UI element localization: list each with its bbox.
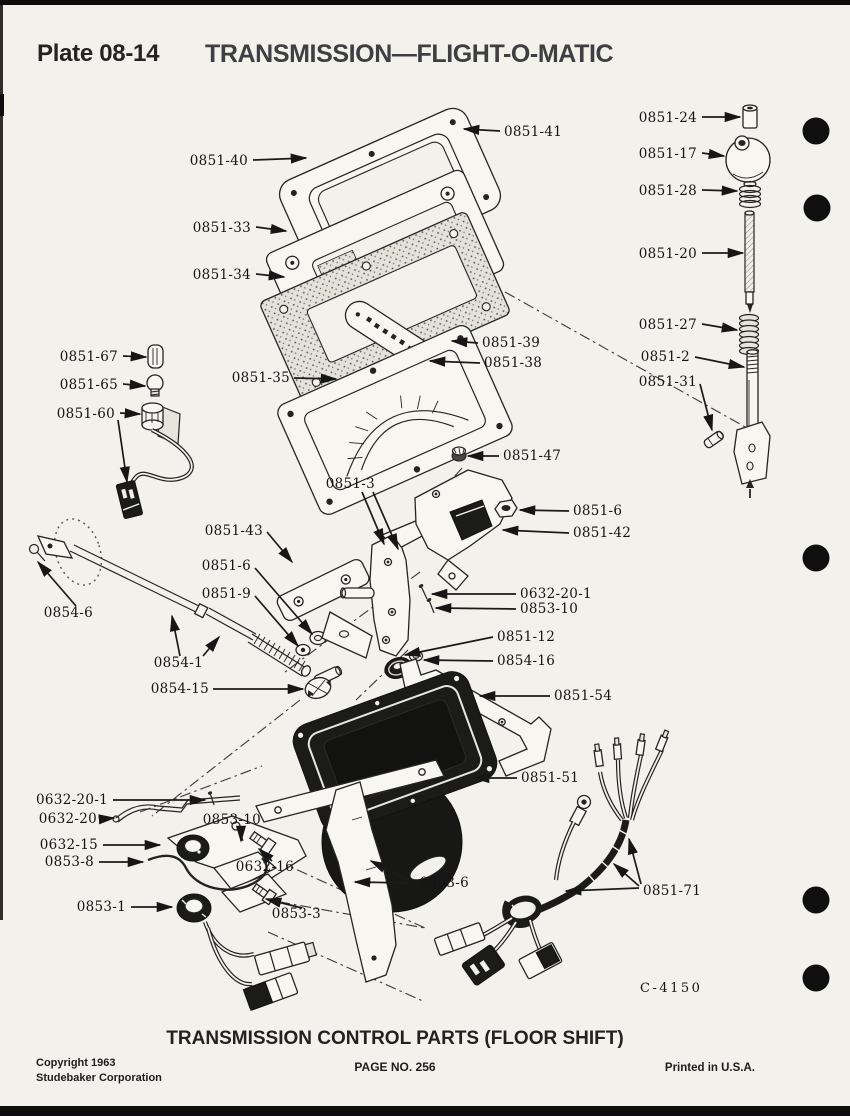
part-washer-0851-9 <box>296 645 310 656</box>
part-number-text: 0851-65 <box>59 377 118 393</box>
part-pin-0632-20-1-upper <box>418 583 427 599</box>
part-grommet-0851-47 <box>452 447 466 461</box>
part-number-text: 0853-10 <box>520 601 579 617</box>
part-number-text: 0851-35 <box>231 370 290 386</box>
part-pin-0853-10-upper <box>426 597 434 613</box>
connector-block-1 <box>254 940 317 976</box>
part-spring-0851-27 <box>740 315 759 355</box>
copyright-line1: Copyright 1963 <box>36 1057 116 1069</box>
part-number-text: 0851-24 <box>638 110 697 126</box>
part-number-text: 0632-15 <box>39 837 98 853</box>
part-label-0853-1 <box>77 899 172 915</box>
part-grommet-0632-15 <box>177 835 209 861</box>
part-label-0851-67 <box>60 349 146 365</box>
part-number-text: 0851-2 <box>640 349 690 365</box>
page-number: PAGE NO. 256 <box>354 1060 436 1074</box>
part-label-0851-27 <box>639 317 737 333</box>
connector-block-2 <box>243 973 298 1011</box>
part-label-0851-42 <box>503 525 631 541</box>
switch-wires <box>205 922 318 1010</box>
page-bottom-edge <box>0 1106 850 1116</box>
part-number-text: 0632-20-1 <box>520 586 592 602</box>
part-number-text: 0854-1 <box>153 655 203 671</box>
leader-arrow <box>702 324 737 330</box>
part-label-0851-54 <box>480 688 612 704</box>
leader-arrow <box>424 660 493 661</box>
leader-arrow <box>123 356 146 357</box>
part-number-text: 0851-31 <box>638 374 697 390</box>
part-label-0851-43 <box>205 523 292 562</box>
leader-arrow <box>629 839 641 884</box>
part-label-0632-20 <box>39 811 114 827</box>
part-number-text: 0851-27 <box>638 317 697 333</box>
part-number-text: 0851-34 <box>192 267 251 283</box>
part-number-text: C-4150 <box>640 981 703 996</box>
part-number-text: 0851-33 <box>192 220 251 236</box>
plate-number: Plate 08-14 <box>37 40 160 67</box>
part-number-text: 0851-9 <box>201 586 251 602</box>
part-number-text: 0851-39 <box>482 335 541 351</box>
part-number-text: 0851-60 <box>56 406 115 422</box>
harness-connector-2 <box>461 944 505 986</box>
harness-connector-1 <box>434 922 485 955</box>
part-number-text: 0853-8 <box>44 854 94 870</box>
part-spring-0851-28 <box>740 182 761 208</box>
connector-plug <box>116 480 143 519</box>
printed-in: Printed in U.S.A. <box>664 1062 755 1074</box>
leader-arrow <box>362 492 384 544</box>
part-number-text: 0851-47 <box>503 448 562 464</box>
part-number-text: 0853-6 <box>419 875 469 891</box>
part-label-0851-41 <box>464 124 562 140</box>
part-number-text: 0853-3 <box>271 906 321 922</box>
part-number-text: 0853-10 <box>202 812 261 828</box>
part-label-0851-24 <box>639 110 740 126</box>
part-number-text: 0851-71 <box>643 883 702 899</box>
part-label-0851-47 <box>468 448 561 464</box>
part-label-0851-12 <box>405 629 555 655</box>
part-pin-0851-31 <box>703 430 725 449</box>
part-number-text: 0851-42 <box>573 525 632 541</box>
leader-arrow <box>702 153 724 156</box>
part-number-text: 0851-38 <box>484 355 543 371</box>
page-title: TRANSMISSION—FLIGHT-O-MATIC <box>205 40 614 68</box>
part-number-text: 0851-17 <box>638 146 697 162</box>
part-label-C-4150 <box>640 981 702 996</box>
part-shift-knob-0851-17 <box>726 136 770 182</box>
part-number-text: 0854-16 <box>497 653 556 669</box>
part-number-text: 0851-67 <box>59 349 118 365</box>
part-number-text: 0854-15 <box>150 681 209 697</box>
part-number-text: 0851-43 <box>204 523 263 539</box>
leader-arrow <box>253 158 306 160</box>
part-label-0854-6 <box>38 562 93 621</box>
figure-caption: TRANSMISSION CONTROL PARTS (FLOOR SHIFT) <box>166 1028 624 1049</box>
leader-arrow <box>614 864 639 886</box>
leader-arrow <box>38 562 76 606</box>
part-number-text: 0632-20 <box>38 811 97 827</box>
part-number-text: 0851-40 <box>189 153 248 169</box>
leader-arrow <box>172 616 180 656</box>
part-number-text: 0851-12 <box>497 629 556 645</box>
harness-connector-3 <box>518 942 562 979</box>
part-bulb-0851-65 <box>147 375 163 396</box>
part-label-0853-8 <box>45 854 143 870</box>
part-lens-0851-67 <box>148 345 163 368</box>
leader-arrow <box>120 413 140 414</box>
part-label-0851-60 <box>57 406 140 482</box>
part-number-text: 0851-41 <box>504 124 563 140</box>
part-number-text: 0851-20 <box>638 246 697 262</box>
leader-arrow <box>118 420 127 482</box>
part-label-0632-15 <box>40 837 160 853</box>
copyright-line2: Studebaker Corporation <box>36 1072 162 1084</box>
leader-arrow <box>700 384 712 430</box>
leader-arrow <box>256 227 286 231</box>
part-number-text: 0632-16 <box>235 859 294 875</box>
leader-arrow <box>702 190 737 191</box>
leader-arrow <box>267 532 292 562</box>
part-label-0854-16 <box>424 653 555 669</box>
part-label-0851-20 <box>639 246 743 262</box>
part-number-text: 0854-6 <box>43 605 93 621</box>
part-mounting-bracket-0851-42 <box>415 470 512 590</box>
part-number-text: 0851-6 <box>201 558 251 574</box>
part-label-0854-15 <box>151 681 303 697</box>
leader-arrow <box>695 357 744 367</box>
part-label-0851-6 <box>520 503 622 519</box>
part-label-0851-2 <box>641 349 744 367</box>
leader-arrow <box>102 818 114 819</box>
part-lever-rod-0851-20 <box>745 211 754 313</box>
leader-arrow <box>203 637 219 656</box>
part-grommet-0853-1 <box>177 894 211 922</box>
part-label-0851-33 <box>193 220 286 236</box>
part-number-text: 0632-20-1 <box>36 792 108 808</box>
part-number-text: 0851-3 <box>325 476 375 492</box>
leader-arrow <box>294 378 336 379</box>
leader-arrow <box>503 530 569 533</box>
leader-arrow <box>355 882 410 883</box>
part-number-text: 0851-51 <box>521 770 580 786</box>
part-label-0851-17 <box>639 146 724 162</box>
part-label-0851-71 <box>566 839 701 899</box>
leader-arrow <box>123 384 145 386</box>
part-number-text: 0853-1 <box>76 899 126 915</box>
part-label-0851-28 <box>639 183 737 199</box>
part-number-text: 0851-28 <box>638 183 697 199</box>
part-label-0853-10 <box>436 601 578 617</box>
leader-arrow <box>436 608 516 609</box>
part-number-text: 0851-54 <box>554 688 613 704</box>
part-lamp-socket-0851-60 <box>116 403 192 519</box>
leader-arrow <box>520 510 569 511</box>
part-label-0851-65 <box>60 377 145 393</box>
leader-arrow <box>405 637 493 655</box>
part-number-text: 0851-6 <box>573 503 623 519</box>
part-label-0854-1 <box>154 616 219 671</box>
part-label-0851-40 <box>190 153 306 169</box>
part-knob-cap-0851-24 <box>743 105 757 128</box>
part-label-0853-3 <box>266 899 321 922</box>
